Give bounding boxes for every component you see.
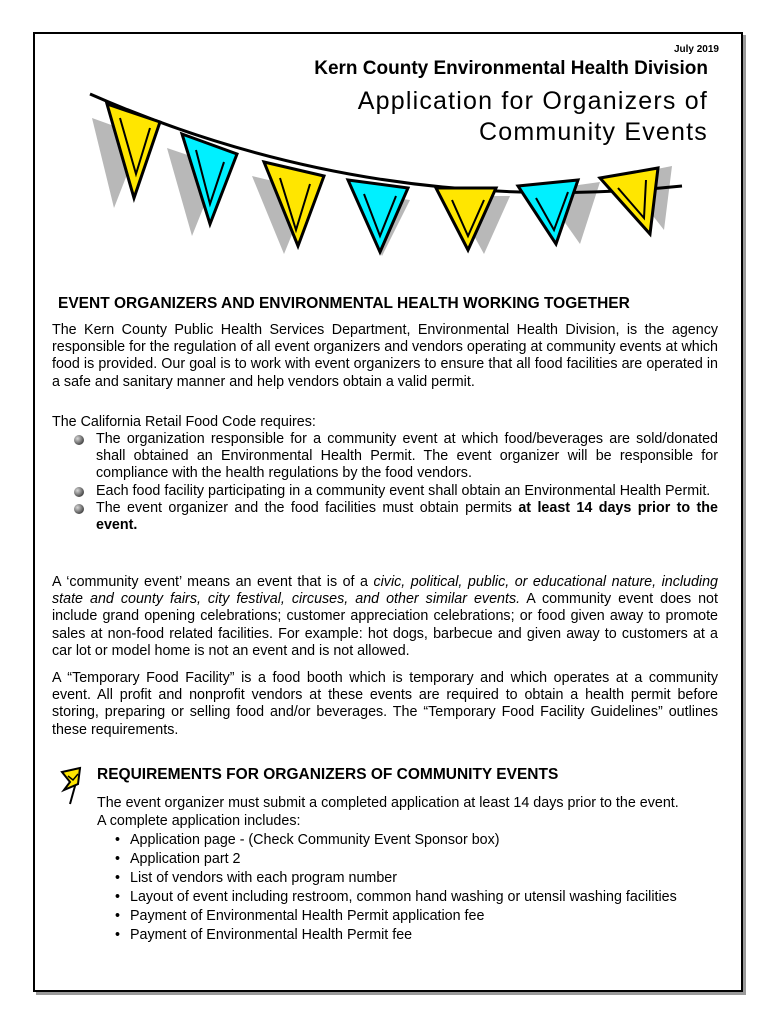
code-requirements-list [58, 431, 718, 534]
bullet-dot-icon: • [115, 870, 121, 886]
list-item [100, 831, 720, 850]
application-checklist [100, 831, 720, 945]
bullet-dot-icon: • [115, 889, 121, 905]
requirements-line-1: The event organizer must submit a completed application at least 14 days prior to the event. [97, 795, 679, 811]
requirements-line-2: A complete application includes: [97, 813, 301, 829]
checklist-item-text: Application part 2 [130, 851, 241, 867]
bullet-dot-icon: • [115, 927, 121, 943]
section-heading-requirements: REQUIREMENTS FOR ORGANIZERS OF COMMUNITY EVENTS [97, 766, 559, 783]
bullet-text-start: The event organizer and the food facilities must obtain permits [96, 499, 519, 516]
checklist-item-text: Payment of Environmental Health Permit fee [130, 927, 413, 943]
bullet-ball-icon [74, 435, 84, 445]
organization-name: Kern County Environmental Health Division [314, 58, 708, 79]
list-item [100, 926, 720, 945]
list-item [100, 907, 720, 926]
list-item [58, 483, 718, 500]
bullet-ball-icon [74, 504, 84, 514]
bullet-dot-icon: • [115, 851, 121, 867]
intro-paragraph: The Kern County Public Health Services Department, Environmental Health Division, is the agency responsible for the regulation of all event organizers and vendors operating at community events at which food is provided. Our goal is to work with event organizers to ensure that all food facilities are operated in a safe and sanitary manner and help vendors obtain a valid permit. [52, 322, 718, 390]
community-event-definition [52, 574, 718, 660]
title-line-2: Community Events [479, 118, 708, 146]
definition-italic: civic, political, public, or educational nature, including state and county fairs, city festival, circuses, and other similar events. [52, 574, 719, 608]
list-item [58, 500, 718, 534]
document-title [358, 86, 708, 148]
title-line-1: Application for Organizers of [357, 87, 708, 115]
list-item [100, 850, 720, 869]
bullet-ball-icon [74, 487, 84, 497]
list-item [100, 869, 720, 888]
checklist-item-text: List of vendors with each program number [130, 870, 398, 886]
definition-end: A community event does not include grand opening celebrations; customer appreciation celebrations; or food given away to promote sales at non-food related facilities. For example: hot dogs, barbecue and given away to customers at a car lot or model home is not an event and is not allowed. [52, 591, 718, 659]
code-intro: The California Retail Food Code requires: [52, 414, 316, 430]
list-item [100, 888, 720, 907]
document-date: July 2019 [673, 44, 719, 55]
bullet-dot-icon: • [115, 908, 121, 924]
bullet-text: Each food facility participating in a community event shall obtain an Environmental Health Permit. [96, 482, 711, 499]
bullet-text-bold: at least 14 days prior to the event. [96, 499, 718, 534]
temporary-food-facility-definition: A “Temporary Food Facility” is a food booth which is temporary and which operates at a community event. All profit and nonprofit vendors at these events are required to obtain a health permit before storing, preparing or selling food and/or beverages. The “Temporary Food Facility Guidelines” outlines these requirements. [52, 670, 718, 738]
section-heading-working-together: EVENT ORGANIZERS AND ENVIRONMENTAL HEALTH WORKING TOGETHER [58, 295, 630, 312]
list-item [58, 431, 718, 483]
checklist-item-text: Application page - (Check Community Event Sponsor box) [130, 832, 500, 848]
flag-icon [58, 762, 90, 806]
checklist-item-text: Payment of Environmental Health Permit application fee [130, 908, 485, 924]
bullet-text: The organization responsible for a community event at which food/beverages are sold/donated shall obtained an Environmental Health Permit. The event organizer will be responsible for compliance with the health regulations by the food vendors. [96, 431, 718, 482]
definition-start: A ‘community event’ means an event that is of a [52, 574, 374, 590]
bullet-dot-icon: • [115, 832, 121, 848]
checklist-item-text: Layout of event including restroom, common hand washing or utensil washing facilities [130, 889, 677, 905]
